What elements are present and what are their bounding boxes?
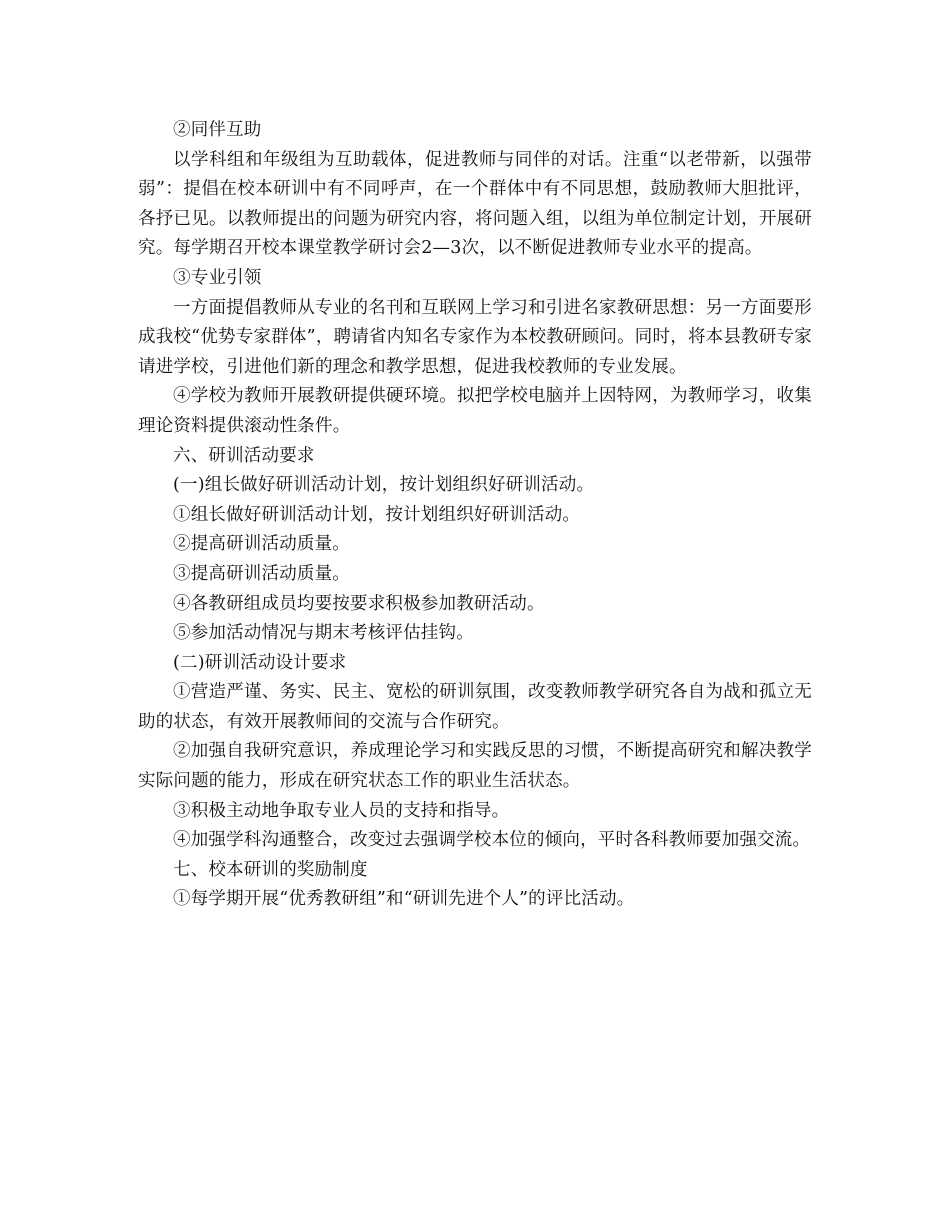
list-item: ④各教研组成员均要按要求积极参加教研活动。	[173, 593, 545, 614]
subheading-professional-guidance: ③专业引领	[173, 267, 262, 288]
list-item: ②提高研训活动质量。	[173, 534, 350, 555]
paragraph-hardware-environment: ④学校为教师开展教研提供硬环境。拟把学校电脑并上因特网，为教师学习，收集理论资料提供滚动性条件。	[138, 386, 812, 436]
list-item: (一)组长做好研训活动计划，按计划组织好研训活动。	[173, 475, 595, 496]
document-body	[138, 116, 812, 915]
section-heading-requirements: 六、研训活动要求	[173, 445, 315, 466]
list-item: ④加强学科沟通整合，改变过去强调学校本位的倾向，平时各科教师要加强交流。	[173, 830, 811, 851]
list-item: ⑤参加活动情况与期末考核评估挂钩。	[173, 623, 474, 644]
paragraph-peer-help: 以学科组和年级组为互助载体，促进教师与同伴的对话。注重“以老带新，以强带弱”：提倡在校本研训中有不同呼声，在一个群体中有不同思想，鼓励教师大胆批评，各抒已见。以教师提出的问题为研究内容，将问题入组，以组为单位制定计划，开展研究。每学期召开校本课堂教学研讨会2—3次，以不断促进教师专业水平的提高。	[138, 149, 812, 259]
list-item: ①组长做好研训活动计划，按计划组织好研训活动。	[173, 504, 581, 525]
list-item: ①每学期开展“优秀教研组”和“研训先进个人”的评比活动。	[173, 889, 635, 910]
list-item: ②加强自我研究意识，养成理论学习和实践反思的习惯，不断提高研究和解决教学实际问题的能力，形成在研究状态工作的职业生活状态。	[138, 741, 812, 792]
paragraph-professional-guidance: 一方面提倡教师从专业的名刊和互联网上学习和引进名家教研思想：另一方面要形成我校“优势专家群体”，聘请省内知名专家作为本校教研顾问。同时，将本县教研专家请进学校，引进他们新的理念和教学思想，促进我校教师的专业发展。	[138, 297, 812, 377]
list-item: ③积极主动地争取专业人员的支持和指导。	[173, 800, 510, 821]
section-heading-rewards: 七、校本研训的奖励制度	[173, 859, 368, 880]
subsection-heading-design: (二)研训活动设计要求	[173, 652, 347, 673]
list-item: ①营造严谨、务实、民主、宽松的研训氛围，改变教师教学研究各自为战和孤立无助的状态，有效开展教师间的交流与合作研究。	[138, 682, 812, 732]
list-item: ③提高研训活动质量。	[173, 563, 350, 584]
subheading-peer-help: ②同伴互助	[173, 120, 262, 140]
